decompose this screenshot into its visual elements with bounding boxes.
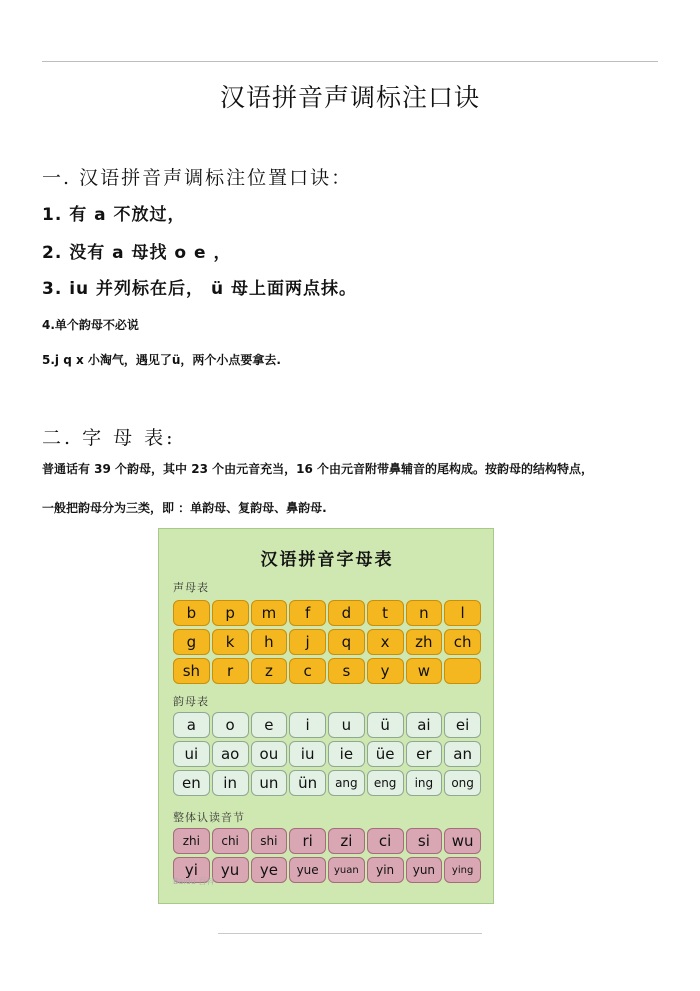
syllable-cell: chi <box>212 828 249 854</box>
syllable-cell: y <box>367 658 404 684</box>
syllable-cell: x <box>367 629 404 655</box>
top-rule <box>42 61 658 62</box>
syllable-cell: ong <box>444 770 481 796</box>
page-title: 汉语拼音声调标注口诀 <box>219 83 480 112</box>
rule-line-5: 5.j q x 小淘气，遇见了ü，两个小点要拿去. <box>42 353 281 367</box>
syllable-cell: r <box>212 658 249 684</box>
syllable-cell: eng <box>367 770 404 796</box>
shengmu-label: 声母表 <box>173 581 209 594</box>
syllable-cell: yi <box>173 857 210 883</box>
syllable-cell: t <box>367 600 404 626</box>
syllable-cell <box>444 658 481 684</box>
syllable-cell: ü <box>367 712 404 738</box>
section1-heading: 一. 汉语拼音声调标注位置口诀： <box>42 167 353 189</box>
syllable-cell: c <box>289 658 326 684</box>
syllable-cell: ou <box>251 741 288 767</box>
zhengti-label: 整体认读音节 <box>173 811 245 824</box>
syllable-cell: er <box>406 741 443 767</box>
zhengti-row <box>173 828 481 854</box>
syllable-cell: ye <box>251 857 288 883</box>
shengmu-row <box>173 658 481 684</box>
syllable-cell: ang <box>328 770 365 796</box>
syllable-cell: d <box>328 600 365 626</box>
syllable-cell: g <box>173 629 210 655</box>
section2-heading: 二. 字 母 表: <box>42 427 176 449</box>
syllable-cell: ying <box>444 857 481 883</box>
chart-title: 汉语拼音字母表 <box>260 550 394 570</box>
syllable-cell: h <box>251 629 288 655</box>
syllable-cell: yu <box>212 857 249 883</box>
syllable-cell: yue <box>289 857 326 883</box>
yunmu-row <box>173 770 481 796</box>
syllable-cell: üe <box>367 741 404 767</box>
syllable-cell: q <box>328 629 365 655</box>
syllable-cell: yuan <box>328 857 365 883</box>
pinyin-alphabet-chart <box>158 528 494 904</box>
syllable-cell: ao <box>212 741 249 767</box>
syllable-cell: o <box>212 712 249 738</box>
syllable-cell: ie <box>328 741 365 767</box>
syllable-cell: in <box>212 770 249 796</box>
syllable-cell: zhi <box>173 828 210 854</box>
syllable-cell: ing <box>406 770 443 796</box>
syllable-cell: e <box>251 712 288 738</box>
yunmu-row <box>173 741 481 767</box>
syllable-cell: s <box>328 658 365 684</box>
syllable-cell: j <box>289 629 326 655</box>
syllable-cell: shi <box>251 828 288 854</box>
syllable-cell: ui <box>173 741 210 767</box>
syllable-cell: i <box>289 712 326 738</box>
syllable-cell: ch <box>444 629 481 655</box>
syllable-cell: ei <box>444 712 481 738</box>
syllable-cell: b <box>173 600 210 626</box>
syllable-cell: p <box>212 600 249 626</box>
syllable-cell: m <box>251 600 288 626</box>
syllable-cell: an <box>444 741 481 767</box>
rule-line-2: 2. 没有 a 母找 o e ， <box>42 243 232 263</box>
shengmu-row <box>173 600 481 626</box>
rule-line-1: 1. 有 a 不放过， <box>42 205 186 225</box>
syllable-cell: a <box>173 712 210 738</box>
intro-paragraph-1: 普通话有 39 个韵母，其中 23 个由元音充当，16 个由元音附带鼻辅音的尾构成。按韵母的结构特点， <box>42 462 593 476</box>
syllable-cell: iu <box>289 741 326 767</box>
syllable-cell: ün <box>289 770 326 796</box>
yunmu-row <box>173 712 481 738</box>
syllable-cell: ci <box>367 828 404 854</box>
syllable-cell: u <box>328 712 365 738</box>
syllable-cell: zh <box>406 629 443 655</box>
syllable-cell: yun <box>406 857 443 883</box>
syllable-cell: l <box>444 600 481 626</box>
syllable-cell: ri <box>289 828 326 854</box>
syllable-cell: w <box>406 658 443 684</box>
bottom-rule <box>218 933 482 934</box>
rule-line-4: 4.单个韵母不必说 <box>42 318 139 332</box>
syllable-cell: f <box>289 600 326 626</box>
intro-paragraph-2: 一般把韵母分为三类，即 ：单韵母、复韵母、鼻韵母. <box>42 501 327 515</box>
zhengti-row <box>173 857 481 883</box>
syllable-cell: zi <box>328 828 365 854</box>
syllable-cell: n <box>406 600 443 626</box>
syllable-cell: si <box>406 828 443 854</box>
syllable-cell: k <box>212 629 249 655</box>
rule-line-3: 3. iu 并列标在后， ü 母上面两点抹。 <box>42 279 357 299</box>
syllable-cell: un <box>251 770 288 796</box>
syllable-cell: sh <box>173 658 210 684</box>
yunmu-label: 韵母表 <box>173 695 209 708</box>
syllable-cell: en <box>173 770 210 796</box>
syllable-cell: wu <box>444 828 481 854</box>
watermark-text: Baidu 百科 <box>173 877 215 886</box>
syllable-cell: z <box>251 658 288 684</box>
shengmu-row <box>173 629 481 655</box>
syllable-cell: yin <box>367 857 404 883</box>
syllable-cell: ai <box>406 712 443 738</box>
